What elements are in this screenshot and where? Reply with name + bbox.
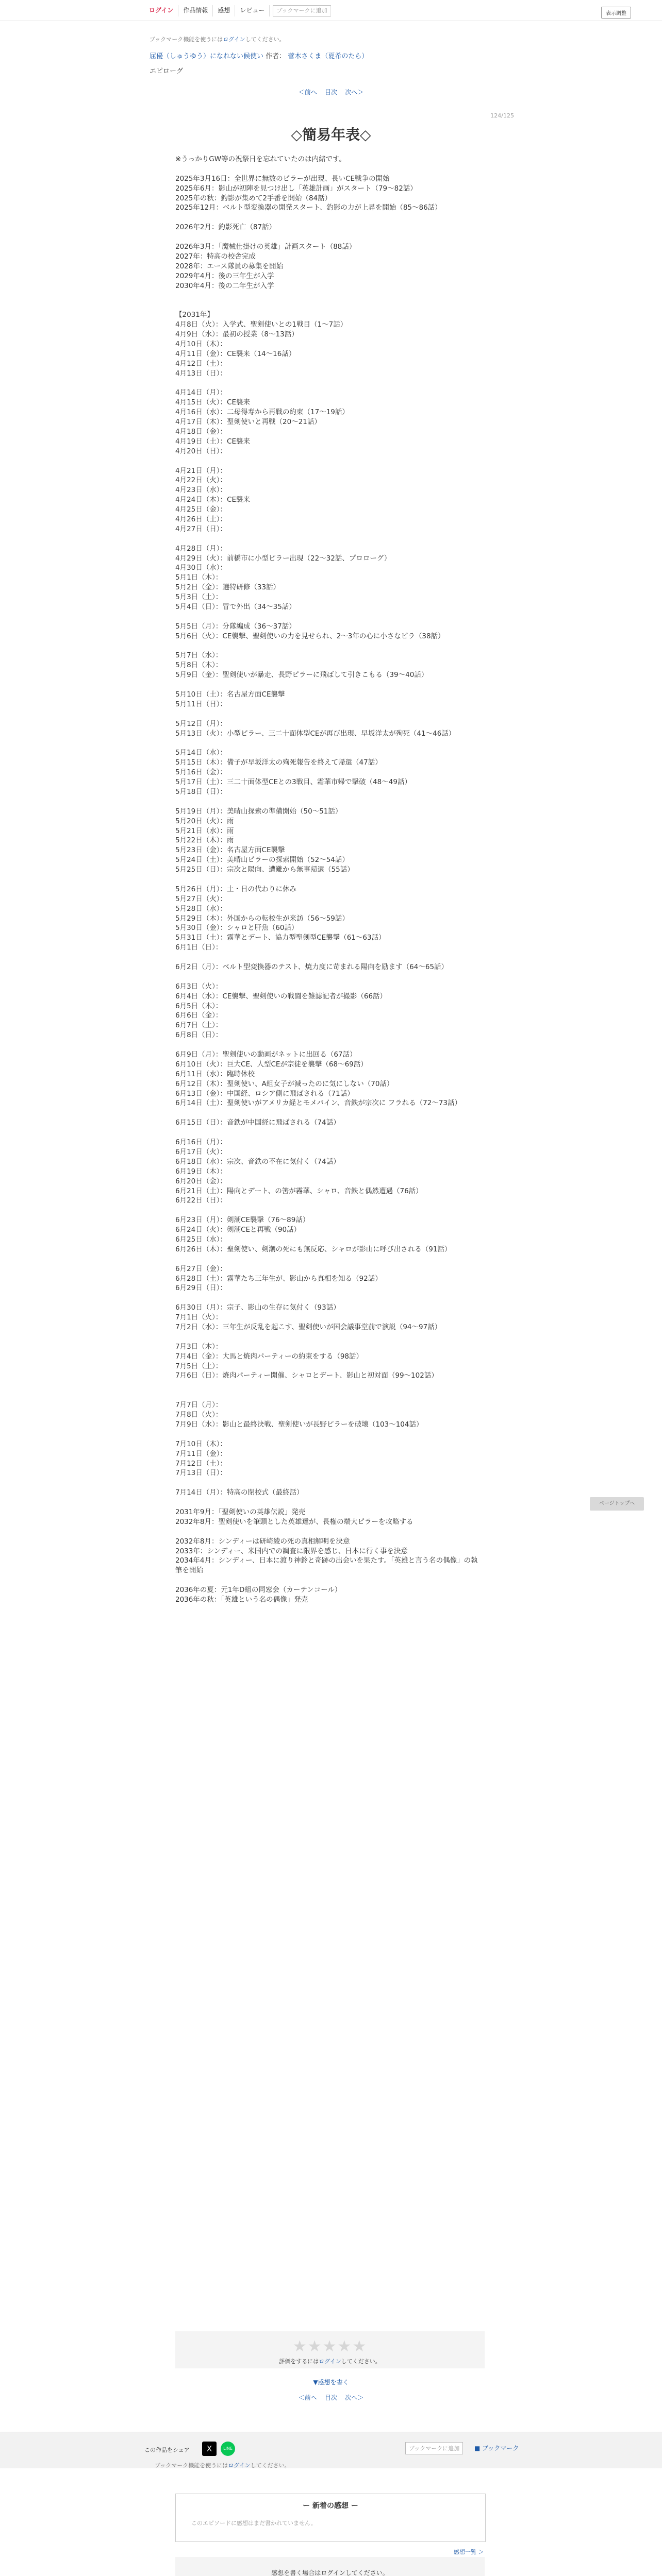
body-line: 4月11日（金）：CE襲来（14〜16話） xyxy=(175,349,296,358)
body-line: 2025年6月：影山が初陣を見つけ出し「英雄計画」がスタート（79〜82話） xyxy=(175,184,417,193)
body-line: 4月22日（火）： xyxy=(175,476,227,485)
body-line: 2028年：エース隊員の募集を開始 xyxy=(175,262,284,270)
body-line: 5月9日（金）：聖剣使いが暴走、長野ピラーに飛ばして引きこもる（39〜40話） xyxy=(175,671,428,680)
body-line: 6月8日（日）： xyxy=(175,1031,223,1040)
body-line: 5月1日（木）： xyxy=(175,573,223,582)
body-line: 4月14日（月）： xyxy=(175,388,227,397)
review-box-title: ー 新着の感想 ー xyxy=(303,2502,358,2510)
page-count: 124/125 xyxy=(490,112,514,119)
next-link[interactable]: 次へ＞ xyxy=(345,89,364,96)
body-line: 5月4日（日）：冒で外出（34〜35話） xyxy=(175,602,296,611)
body-line: 6月7日（土）： xyxy=(175,1021,223,1030)
body-line xyxy=(175,709,485,719)
review-login-message[interactable]: 感想を書く場合はログインしてください。 xyxy=(271,2569,389,2576)
body-line: 5月23日（金）：名古屋方面CE襲撃 xyxy=(175,846,285,855)
rating-suffix: してください。 xyxy=(341,2358,381,2365)
body-line: 6月28日（土）：霧華たち三年生が、影山から真相を知る（92話） xyxy=(175,1274,382,1283)
body-line: 6月1日（日）： xyxy=(175,943,223,952)
body-line: 6月30日（月）：宗子、影山の生存に気付く（93話） xyxy=(175,1303,340,1312)
body-line xyxy=(175,1527,485,1537)
body-line: 5月30日（金）：シャロと肝魚（60話） xyxy=(175,924,299,933)
body-line: 6月6日（金）： xyxy=(175,1011,223,1020)
body-line: 5月26日（月）：土・日の代わりに休み xyxy=(175,885,297,893)
body-line: 4月20日（日）： xyxy=(175,447,227,455)
review-list-link[interactable]: 感想一覧 ＞ xyxy=(454,2549,484,2555)
bookmark-add-button[interactable]: ブックマークに追加 xyxy=(273,5,330,16)
top-nav xyxy=(144,5,331,16)
body-line: 5月7日（水）： xyxy=(175,651,223,660)
bookmark-notice xyxy=(150,35,285,43)
thoughts-link[interactable]: 感想 xyxy=(213,5,235,16)
body-line: 5月21日（水）：雨 xyxy=(175,826,234,835)
bookmark-notice-bottom-prefix: ブックマーク機能を使うには xyxy=(155,2462,228,2469)
display-settings-button[interactable]: 表示調整 xyxy=(601,7,631,19)
rating-stars[interactable]: ★★★★★ xyxy=(292,2337,368,2355)
body-line: 2032年8月：シンディーは研崎綾の死の真相解明を決意 xyxy=(175,1537,350,1546)
body-line: 6月5日（木）： xyxy=(175,1002,223,1010)
body-line: 2025年12月：ベルト型変換器の開発スタート、釣影の力が上昇を開始（85〜86話） xyxy=(175,204,442,212)
body-line xyxy=(175,953,485,962)
line-share-icon[interactable]: LINE xyxy=(221,2442,235,2456)
body-line: 4月17日（木）：聖剣使いと再戦（20〜21話） xyxy=(175,418,321,427)
pager-top xyxy=(0,88,662,96)
body-line: 5月25日（日）：宗次と陽向、遭難から無事帰還（55話） xyxy=(175,866,354,874)
body-line: 4月8日（火）：入学式、聖剣使いとの1戦目（1〜7話） xyxy=(175,320,347,329)
body-line: 5月27日（火）： xyxy=(175,894,227,903)
pager-bottom xyxy=(0,2393,662,2402)
review-link[interactable]: レビュー xyxy=(235,5,270,16)
body-line: 7月11日（金）： xyxy=(175,1449,227,1458)
body-line xyxy=(175,1128,485,1138)
body-line: 7月9日（水）：影山と最終決戦、聖剣使いが長野ピラーを破壊（103〜104話） xyxy=(175,1420,423,1429)
toc-link[interactable]: 目次 xyxy=(324,89,337,96)
body-line: 6月4日（水）：CE襲撃、聖剣使いの戦闘を雑誌記者が撮影（66話） xyxy=(175,992,387,1001)
body-line xyxy=(175,300,485,310)
body-line: 2034年4月：シンディー、日本に渡り神鈴と奇跡の出会いを果たす。「英雄と言う名の偶像」の執筆を開始 xyxy=(175,1556,478,1575)
body-line: 5月18日（日）： xyxy=(175,787,227,796)
bookmark-notice-suffix: してください。 xyxy=(245,36,285,43)
body-line xyxy=(175,1040,485,1050)
body-line: 4月16日（水）：二母得寿から再戦の約束（17〜19話） xyxy=(175,408,349,417)
body-line xyxy=(175,797,485,807)
body-line: 4月27日（日）： xyxy=(175,524,227,533)
novel-title[interactable]: 屈優（しゅうゆう）になれない候使い xyxy=(150,53,264,60)
body-line: 5月20日（火）：雨 xyxy=(175,817,234,825)
bookmark-notice-text: ブックマーク機能を使うには xyxy=(150,36,223,43)
body-line: 5月14日（水）： xyxy=(175,749,227,757)
body-line: 2027年：特高の校舎完成 xyxy=(175,252,256,261)
body-line xyxy=(175,1498,485,1507)
body-line: 5月22日（木）：雨 xyxy=(175,836,234,845)
author-name[interactable]: 菅木さくま（夏希のたら） xyxy=(288,53,369,60)
body-line: 6月15日（日）：音鉄が中国経に飛ばされる（74話） xyxy=(175,1118,340,1127)
body-line: 4月25日（金）： xyxy=(175,505,227,514)
rating-message xyxy=(175,2357,485,2365)
body-line: 6月3日（火）： xyxy=(175,982,223,991)
body-line xyxy=(175,612,485,622)
body-line: 2026年2月：釣影死亡（87話） xyxy=(175,223,276,232)
body-line: 4月9日（水）：最初の授業（8〜13話） xyxy=(175,330,299,339)
body-line: 6月9日（月）：聖剣使いの動画がネットに出回る（67話） xyxy=(175,1050,357,1059)
body-line xyxy=(175,1206,485,1215)
body-line: 6月19日（木）： xyxy=(175,1167,227,1176)
bookmark-notice-login[interactable]: ログイン xyxy=(223,36,245,43)
body-line: 5月29日（木）：外国からの転校生が来訪（56〜59話） xyxy=(175,914,349,923)
rating-login-link[interactable]: ログイン xyxy=(319,2358,341,2365)
body-line xyxy=(175,291,485,300)
body-line: 4月28日（月）： xyxy=(175,544,227,553)
body-line xyxy=(175,1391,485,1400)
body-line: 7月6日（日）：焼肉パーティー開催、シャロとデート、影山と初対面（99〜102話） xyxy=(175,1371,438,1380)
body-line: 5月19日（月）：美晴山探索の準備開始（50〜51話） xyxy=(175,807,342,816)
bookmark-notice-bottom-suffix: してください。 xyxy=(250,2462,290,2469)
body-line: 5月31日（土）：霧華とデート、協力型聖剣型CE襲撃（61〜63話） xyxy=(175,934,386,942)
body-line: 2029年4月：後の三年生が入学 xyxy=(175,272,274,280)
body-line: 4月15日（火）：CE襲来 xyxy=(175,398,250,407)
body-line: 5月8日（木）： xyxy=(175,661,223,670)
body-line xyxy=(175,534,485,544)
body-line: 7月8日（火）： xyxy=(175,1411,223,1419)
body-line: 6月23日（月）：剣潮CE襲撃（76〜89話） xyxy=(175,1216,310,1225)
body-line: 5月6日（火）：CE襲撃、聖剣使いの力を見せられ、2〜3年の心に小さなピラ（38話） xyxy=(175,632,445,640)
prev-link-bottom[interactable]: ＜前へ xyxy=(298,2394,317,2401)
author-label: 作者： xyxy=(266,53,286,60)
review-login-box xyxy=(175,2557,485,2576)
body-line: 4月23日（水）： xyxy=(175,486,227,495)
body-line: 【2031年】 xyxy=(175,311,214,319)
body-line: 2026年3月：「魔械仕掛けの英雄」計画スタート（88話） xyxy=(175,243,356,251)
body-line: 5月28日（水）： xyxy=(175,904,227,913)
body-line: 6月21日（土）：陽向とデート、の筈が霧華、シャロ、音鉄と偶然遭遇（76話） xyxy=(175,1187,423,1195)
body-line: 7月2日（水）：三年生が反乱を起こす、聖剣使いが国会議事堂前で演説（94〜97話） xyxy=(175,1323,442,1331)
novel-title-line xyxy=(150,50,368,60)
login-link[interactable]: ログイン xyxy=(144,5,178,16)
body-line: 2036年の夏：元1年D組の同窓会（カーテンコール） xyxy=(175,1586,342,1595)
body-line: 6月10日（火）：巨大CE、人型CEが宗徒を襲撃（68〜69話） xyxy=(175,1060,368,1069)
body-line: 6月16日（月）： xyxy=(175,1138,227,1147)
body-line: ※うっかりGW等の祝祭日を忘れていたのは内緒です。 xyxy=(175,155,346,163)
body-line xyxy=(175,1478,485,1488)
body-line: 5月13日（火）：小型ピラー、三二十面体型CEが再び出現、早坂洋太が殉死（41〜46話） xyxy=(175,729,456,738)
body-line: 4月29日（火）：前橋市に小型ピラー出現（22〜32話、プロローグ） xyxy=(175,554,391,563)
body-line: 7月5日（土）： xyxy=(175,1362,223,1370)
body-line: 7月7日（月）： xyxy=(175,1401,223,1410)
body-line: 6月25日（水）： xyxy=(175,1235,227,1244)
body-line: 5月10日（土）：名古屋方面CE襲撃 xyxy=(175,690,285,699)
body-line: 7月3日（木）： xyxy=(175,1342,223,1351)
body-line xyxy=(175,456,485,466)
body-line: 5月11日（日）： xyxy=(175,700,227,708)
share-label: この作品をシェア xyxy=(144,2447,190,2453)
next-link-bottom[interactable]: 次へ＞ xyxy=(345,2394,364,2401)
body-line: 6月22日（日）： xyxy=(175,1196,227,1205)
body-line: 5月16日（金）： xyxy=(175,768,227,777)
review-box xyxy=(175,2494,486,2542)
body-line: 2025年3月16日：全世界に無数のピラーが出現、長いCE戦争の開始 xyxy=(175,174,390,183)
body-line: 2036年の秋：「英雄という名の偶像」発売 xyxy=(175,1595,308,1604)
bookmark-add-bottom[interactable]: ブックマークに追加 xyxy=(405,2442,463,2454)
prev-link[interactable]: ＜前へ xyxy=(298,89,317,96)
body-line: 2032年8月：聖剣使いを筆頭とした英雄達が、長権の端大ピラーを攻略する xyxy=(175,1517,413,1526)
body-line: 2031年9月：「聖剣使いの英雄伝説」発売 xyxy=(175,1507,306,1516)
body-line: 6月11日（水）：臨時休校 xyxy=(175,1070,255,1078)
body-line: 5月3日（土）： xyxy=(175,593,223,602)
bookmark-notice-bottom xyxy=(155,2461,290,2469)
body-line: 4月24日（木）：CE襲来 xyxy=(175,496,250,504)
body-line: 7月13日（日）： xyxy=(175,1469,227,1478)
bookmark-notice-bottom-login[interactable]: ログイン xyxy=(228,2462,251,2469)
body-line: 6月12日（木）：聖剣使い、A組女子が減ったのに気にしない（70話） xyxy=(175,1079,394,1088)
top-bar xyxy=(0,0,662,21)
body-line xyxy=(175,1293,485,1303)
body-line: 7月10日（木）： xyxy=(175,1439,227,1448)
works-link[interactable]: 作品情報 xyxy=(178,5,213,16)
body-line: 7月4日（金）：大馬と焼肉パーティーの約束をする（98話） xyxy=(175,1352,363,1361)
body-line: 6月24日（火）：剣潮CEと再戦（90話） xyxy=(175,1226,301,1234)
bookmark-link-bottom[interactable]: ■ ブックマーク xyxy=(474,2445,519,2452)
body-line: 2025年の秋：釣影が集めて2手番を開始（84話） xyxy=(175,194,332,202)
body-line: 7月14日（月）：特高の閉校式（最終話） xyxy=(175,1488,304,1497)
body-line: 6月17日（火）： xyxy=(175,1147,227,1156)
body-line: 4月13日（日）： xyxy=(175,369,227,378)
body-line: 7月12日（土）： xyxy=(175,1459,227,1468)
body-line xyxy=(175,875,485,885)
episode-title: ◇簡易年表◇ xyxy=(291,126,371,143)
body-line: 4月26日（土）： xyxy=(175,515,227,523)
body-line xyxy=(175,379,485,388)
body-line: 5月17日（土）：三二十面体型CEとの3戦目、霜華市帰で撃破（48〜49話） xyxy=(175,778,411,787)
share-bar xyxy=(0,2432,662,2468)
body-line xyxy=(175,232,485,242)
body-line: 4月10日（木）： xyxy=(175,340,227,348)
body-line: 4月30日（水）： xyxy=(175,564,227,572)
body-line: 4月19日（土）：CE襲来 xyxy=(175,437,250,446)
body-line: 7月1日（火）： xyxy=(175,1313,223,1322)
body-line: 2033年：シンディー、米国内での調査に限界を感じ、日本に行く事を決意 xyxy=(175,1547,408,1555)
body-line xyxy=(175,1575,485,1585)
rating-prefix: 評価をするには xyxy=(279,2358,319,2365)
body-line: 5月12日（月）： xyxy=(175,719,227,728)
body-line: 4月18日（金）： xyxy=(175,427,227,436)
body-line: 4月21日（月）： xyxy=(175,466,227,475)
review-empty: このエピソードに感想はまだ書かれていません。 xyxy=(191,2520,317,2527)
body-line: 6月27日（金）： xyxy=(175,1264,227,1273)
body-line: 6月14日（土）：聖剣使いがアメリカ経とモメバイン、音鉄が宗次に フラれる（72〜73話） xyxy=(175,1099,462,1108)
x-share-icon[interactable]: X xyxy=(202,2442,217,2456)
body-line: 6月29日（日）： xyxy=(175,1284,227,1293)
body-line: 6月20日（金）： xyxy=(175,1177,227,1185)
body-line: 5月2日（金）：選特研修（33話） xyxy=(175,583,280,592)
body-line: 6月26日（木）：聖剣使い、剣潮の死にも無反応、シャロが影山に呼び出される（91話） xyxy=(175,1245,452,1253)
body-line: 6月2日（月）：ベルト型変換器のテスト、焼力度に苛まれる陽向を励ます（64〜65話） xyxy=(175,962,449,971)
body-line: 6月18日（水）：宗次、音鉄の不在に気付く（74話） xyxy=(175,1157,340,1166)
thoughts-link-bottom[interactable]: ▼感想を書く xyxy=(313,2379,349,2386)
episode-body xyxy=(175,155,485,1605)
body-line: 6月13日（金）：中国経、ロシア側に飛ばされる（71話） xyxy=(175,1089,354,1098)
rating-box xyxy=(175,2331,485,2368)
body-line: 4月12日（土）： xyxy=(175,359,227,368)
toc-link-bottom[interactable]: 目次 xyxy=(324,2394,337,2401)
body-line: 2030年4月：後の二年生が入学 xyxy=(175,281,274,290)
body-line xyxy=(175,164,485,174)
page-top-button[interactable]: ページトップへ xyxy=(590,1497,644,1511)
episode-label: エピローグ xyxy=(150,67,184,75)
body-line: 5月24日（土）：美晴山ピラーの探索開始（52〜54話） xyxy=(175,856,349,865)
body-line: 5月15日（木）：備子が早坂洋太の殉死報告を終えて帰還（47話） xyxy=(175,758,382,767)
body-line: 5月5日（月）：分隊編成（36〜37話） xyxy=(175,622,296,631)
